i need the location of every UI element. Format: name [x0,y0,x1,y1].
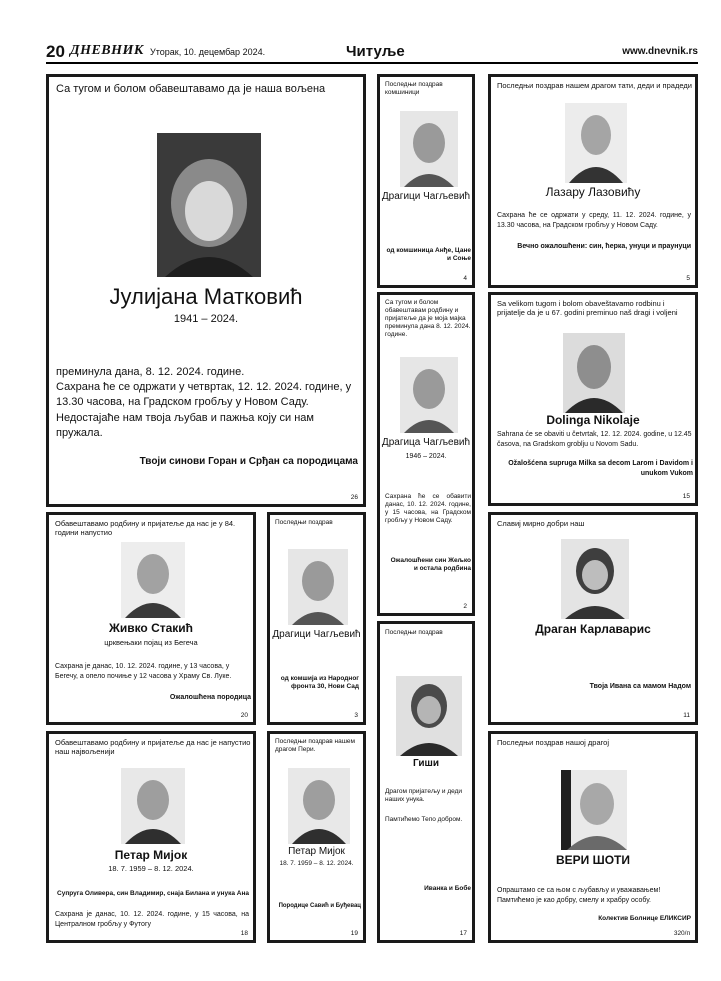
deceased-name: Драган Карлаварис [535,622,651,636]
portrait-photo [400,357,458,433]
deceased-name: Dolinga Nikolaje [546,413,640,427]
notice-intro: Последњи поздрав нашем драгом тати, деди и прадеди [497,81,692,90]
section-title: Читуље [346,43,405,60]
notice-signature: Твоји синови Горан и Срђан са породицама [139,456,358,467]
issue-date: Уторак, 10. децембар 2024. [150,47,266,57]
notice-body: Сахрана је данас, 10. 12. 2024. године, у 15 часова, на Централном гробљу у Футогу [55,911,249,928]
notice-intro: Sa velikom tugom i bolom obaveštavamo rodbinu i prijatelje da je u 67. godini preminuo naš dragi i voljeni [497,299,678,317]
notice-intro: Последњи поздрав комшиници [385,81,443,96]
notice-body: Сахрана ће се одржати у среду, 11. 12. 2024. године, у 13.30 часова, на Градском гробљу у Новом Саду. [497,212,691,229]
obituary-dolinga [488,292,698,506]
deceased-name: Јулијана Матковић [109,284,303,309]
deceased-name: Драгици Чагљевић [381,191,471,202]
notice-signature: од комшиница Анђе, Цане и Соње [386,247,471,262]
obituary-mijok-friends [267,731,366,943]
notice-number: 3 [354,712,358,719]
portrait-photo [563,333,625,413]
obituary-cagljevic-neighbors [377,74,475,288]
page-number: 20 [46,42,65,61]
portrait-photo [561,770,627,850]
notice-intro: Славиј мирно добри наш [497,519,585,528]
notice-body: Сахрана ће се одржати у четвртак, 12. 12. 2024. године, у 13.30 часова, на Градском гробљу у Новом Саду. [56,381,352,408]
notice-intro: Последњи поздрав [275,519,333,526]
portrait-photo [396,676,462,756]
notice-body: преминула дана, 8. 12. 2024. године. [56,366,245,378]
obituary-stakic [46,512,256,725]
notice-signature: Колектив Болнице ЕЛИКСИР [598,915,691,922]
deceased-name: Лазару Лазовићу [545,185,641,199]
notice-intro: Обавештавамо родбину и пријатеље да нас је у 84. години напустио [55,519,236,537]
deceased-subtitle: црквењаки појац из Бегеча [104,638,198,647]
notice-signature: од комшија из Народног фронта 30, Нови Сад [280,675,359,690]
notice-signature: Ожалошћени син Жељко и остала родбина [390,557,471,572]
notice-body: Драгом пријатељу и деди наших унука. [385,788,463,803]
deceased-name: Петар Мијок [114,848,188,862]
deceased-name: Драгица Чагљевић [381,437,471,448]
notice-number: 320/п [673,930,690,937]
notice-body: Сахрана ће се обавити данас, 10. 12. 2024. године, у 15 часова, на Градском гробљу у Новом Саду. [385,493,471,524]
portrait-photo [288,549,348,625]
notice-body: Sahrana će se obaviti u četvrtak, 12. 12. 2024. godine, u 12.45 časova, na Gradskom groblju u Novom Sadu. [497,431,692,448]
deceased-name: Гиши [412,758,440,769]
life-years: 18. 7. 1959 – 8. 12. 2024. [108,864,194,873]
obituary-karlavaris [488,512,698,725]
notice-body: Недостајаће нам твоја љубав и пажња коју си нам пружала. [56,412,314,439]
life-years: 1941 – 2024. [173,313,239,325]
obituary-lazovic [488,74,698,288]
notice-number: 20 [240,712,248,719]
notice-number: 5 [686,275,690,282]
notice-intro: Са тугом и болом обавештавам родбину и пријатеље да је моја мајка преминула дана 8. 12. 2024. године. [385,299,471,338]
obituary-matkovic [46,74,366,507]
notice-number: 19 [350,930,358,937]
notice-number: 17 [459,930,467,937]
obituary-cagljevic-front [267,512,366,725]
notice-intro: Обавештавамо родбину и пријатеље да нас је напустио наш највољенији [55,738,251,756]
notice-signature: Ožalošćena supruga Milka sa decom Larom i Davidom i unukom Vukom [508,460,693,477]
notice-intro: Последњи поздрав нашој драгој [497,738,610,747]
portrait-photo [565,103,627,183]
portrait-photo [157,133,261,277]
notice-signature: Ожалошћена породица [169,694,251,701]
website-url: www.dnevnik.rs [622,46,698,57]
portrait-photo [288,768,350,844]
life-years: 18. 7. 1959 – 8. 12. 2024. [279,860,354,867]
notice-body: Памтићемо Тепо добром. [385,816,463,823]
newspaper-logo: ДНЕВНИК [70,43,144,58]
notice-signature: Породице Савић и Буђевац [278,903,361,909]
portrait-photo [400,111,458,187]
notice-number: 4 [463,275,467,282]
notice-number: 11 [683,712,690,719]
notice-intro: Последњи поздрав [385,629,443,636]
notice-signature: Твоја Ивана са мамом Надом [589,683,691,690]
notice-signature: Вечно ожалошћени: син, ћерка, унуци и праунуци [517,243,691,250]
obituary-soti [488,731,698,943]
deceased-name: ВЕРИ ШОТИ [556,853,630,867]
notice-intro: Последњи поздрав нашем драгом Пери. [275,738,355,753]
life-years: 1946 – 2024. [405,453,447,460]
notice-intro: Са тугом и болом обавештавамо да је наша вољена [56,83,326,95]
deceased-name: Драгици Чагљевић [272,629,361,640]
obituary-mijok-family [46,731,256,943]
portrait-photo [121,542,185,618]
notice-body: Опраштамо се са њом с љубављу и уважавањем! Памтићемо је као добру, смелу и храбру особу. [497,887,661,904]
notice-number: 15 [682,493,690,500]
notice-number: 26 [350,494,358,501]
page-header [46,40,698,64]
portrait-photo [561,539,629,619]
notice-body: Сахрана је данас, 10. 12. 2024. године, у 13 часова, у Бегечу, а опело почиње у 12 часова у Храму Св. Луке. [55,663,232,680]
notice-number: 2 [463,603,467,610]
notice-signature: Иванка и Бобе [424,885,471,892]
notice-family: Супруга Оливера, син Владимир, снаја Билана и унука Ана [57,890,249,897]
obituary-cagljevic-son [377,292,475,616]
deceased-name: Живко Стакић [108,621,194,635]
notice-number: 18 [240,930,248,937]
deceased-name: Петар Мијок [288,846,345,857]
portrait-photo [121,768,185,844]
obituary-gisi [377,621,475,943]
